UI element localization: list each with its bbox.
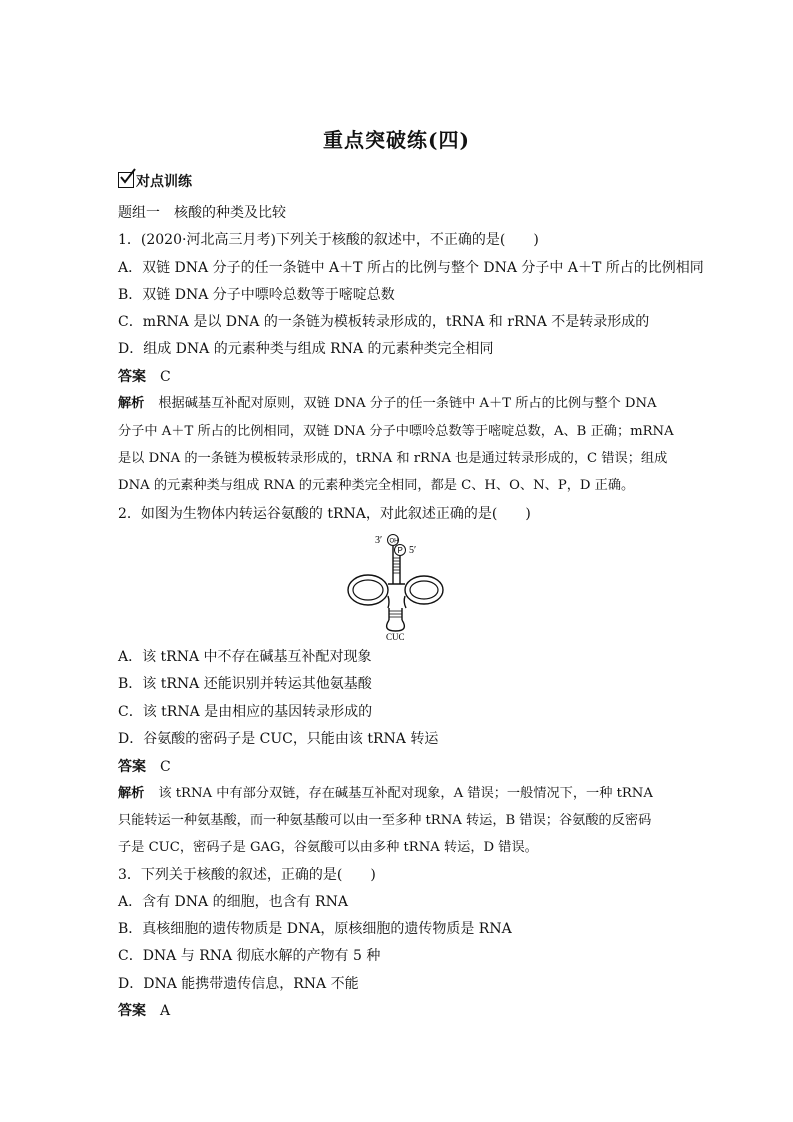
q1-option-d: D．组成 DNA 的元素种类与组成 RNA 的元素种类完全相同 [118,341,494,357]
analysis-text: 根据碱基互补配对原则，双链 DNA 分子的任一条链中 A＋T 所占的比例与整个 DNA [158,396,657,411]
trna-diagram [340,532,450,642]
group-heading: 题组一 核酸的种类及比较 [118,205,286,221]
answer-label: 答案 [118,759,146,775]
q3-answer [118,1002,170,1020]
q2-analysis-line-2: 只能转运一种氨基酸，而一种氨基酸可以由一至多种 tRNA 转运，B 错误；谷氨酸的反密码 [118,813,652,828]
q1-option-c: C．mRNA 是以 DNA 的一条链为模板转录形成的，tRNA 和 rRNA 不是转录形成的 [118,314,650,330]
analysis-label: 解析 [118,396,145,411]
q1-stem: 1．(2020·河北高三月考)下列关于核酸的叙述中，不正确的是( ) [118,232,539,248]
label-5-prime: 5′ [409,545,417,556]
q3-option-d: D．DNA 能携带遗传信息，RNA 不能 [118,976,359,992]
q3-option-c: C．DNA 与 RNA 彻底水解的产物有 5 种 [118,948,381,964]
section-label: 对点训练 [136,174,192,190]
checkbox-icon [118,172,134,188]
q2-analysis-line-1 [118,785,653,803]
q1-analysis-line-1 [118,395,657,413]
label-oh: OH [389,538,399,545]
q1-analysis-line-4: DNA 的元素种类与组成 RNA 的元素种类完全相同，都是 C、H、O、N、P，D 正确。 [118,478,635,493]
q1-option-b: B．双链 DNA 分子中嘌呤总数等于嘧啶总数 [118,287,395,303]
q1-option-a: A．双链 DNA 分子的任一条链中 A＋T 所占的比例与整个 DNA 分子中 A＋T 所占的比例相同 [118,260,704,276]
q2-option-d: D．谷氨酸的密码子是 CUC，只能由该 tRNA 转运 [118,731,439,747]
q2-answer [118,758,171,776]
analysis-text: 该 tRNA 中有部分双链，存在碱基互补配对现象，A 错误；一般情况下，一种 tRNA [158,786,653,801]
anticodon-label: CUC [386,632,405,642]
q3-option-b: B．真核细胞的遗传物质是 DNA，原核细胞的遗传物质是 RNA [118,921,512,937]
q1-analysis-line-3: 是以 DNA 的一条链为模板转录形成的，tRNA 和 rRNA 也是通过转录形成的，C 错误；组成 [118,451,668,466]
label-p: P [397,546,403,555]
q1-analysis-line-2: 分子中 A＋T 所占的比例相同，双链 DNA 分子中嘌呤总数等于嘧啶总数，A、B 正确；mRNA [118,424,674,439]
q2-analysis-line-3: 子是 CUC，密码子是 GAG，谷氨酸可以由多种 tRNA 转运，D 错误。 [118,840,538,855]
answer-value: C [160,369,171,385]
analysis-label: 解析 [118,786,145,801]
section-heading [118,172,192,191]
q2-option-a: A．该 tRNA 中不存在碱基互补配对现象 [118,649,372,665]
answer-label: 答案 [118,1003,146,1019]
answer-value: C [160,759,171,775]
q2-stem: 2．如图为生物体内转运谷氨酸的 tRNA，对此叙述正确的是( ) [118,506,531,522]
q2-option-b: B．该 tRNA 还能识别并转运其他氨基酸 [118,676,372,692]
q2-option-c: C．该 tRNA 是由相应的基因转录形成的 [118,704,373,720]
page-title: 重点突破练(四) [323,128,470,152]
q3-option-a: A．含有 DNA 的细胞，也含有 RNA [118,894,348,910]
q1-answer [118,368,171,386]
answer-value: A [160,1003,171,1019]
label-3-prime: 3′ [375,535,383,546]
q3-stem: 3．下列关于核酸的叙述，正确的是( ) [118,867,376,883]
answer-label: 答案 [118,369,146,385]
